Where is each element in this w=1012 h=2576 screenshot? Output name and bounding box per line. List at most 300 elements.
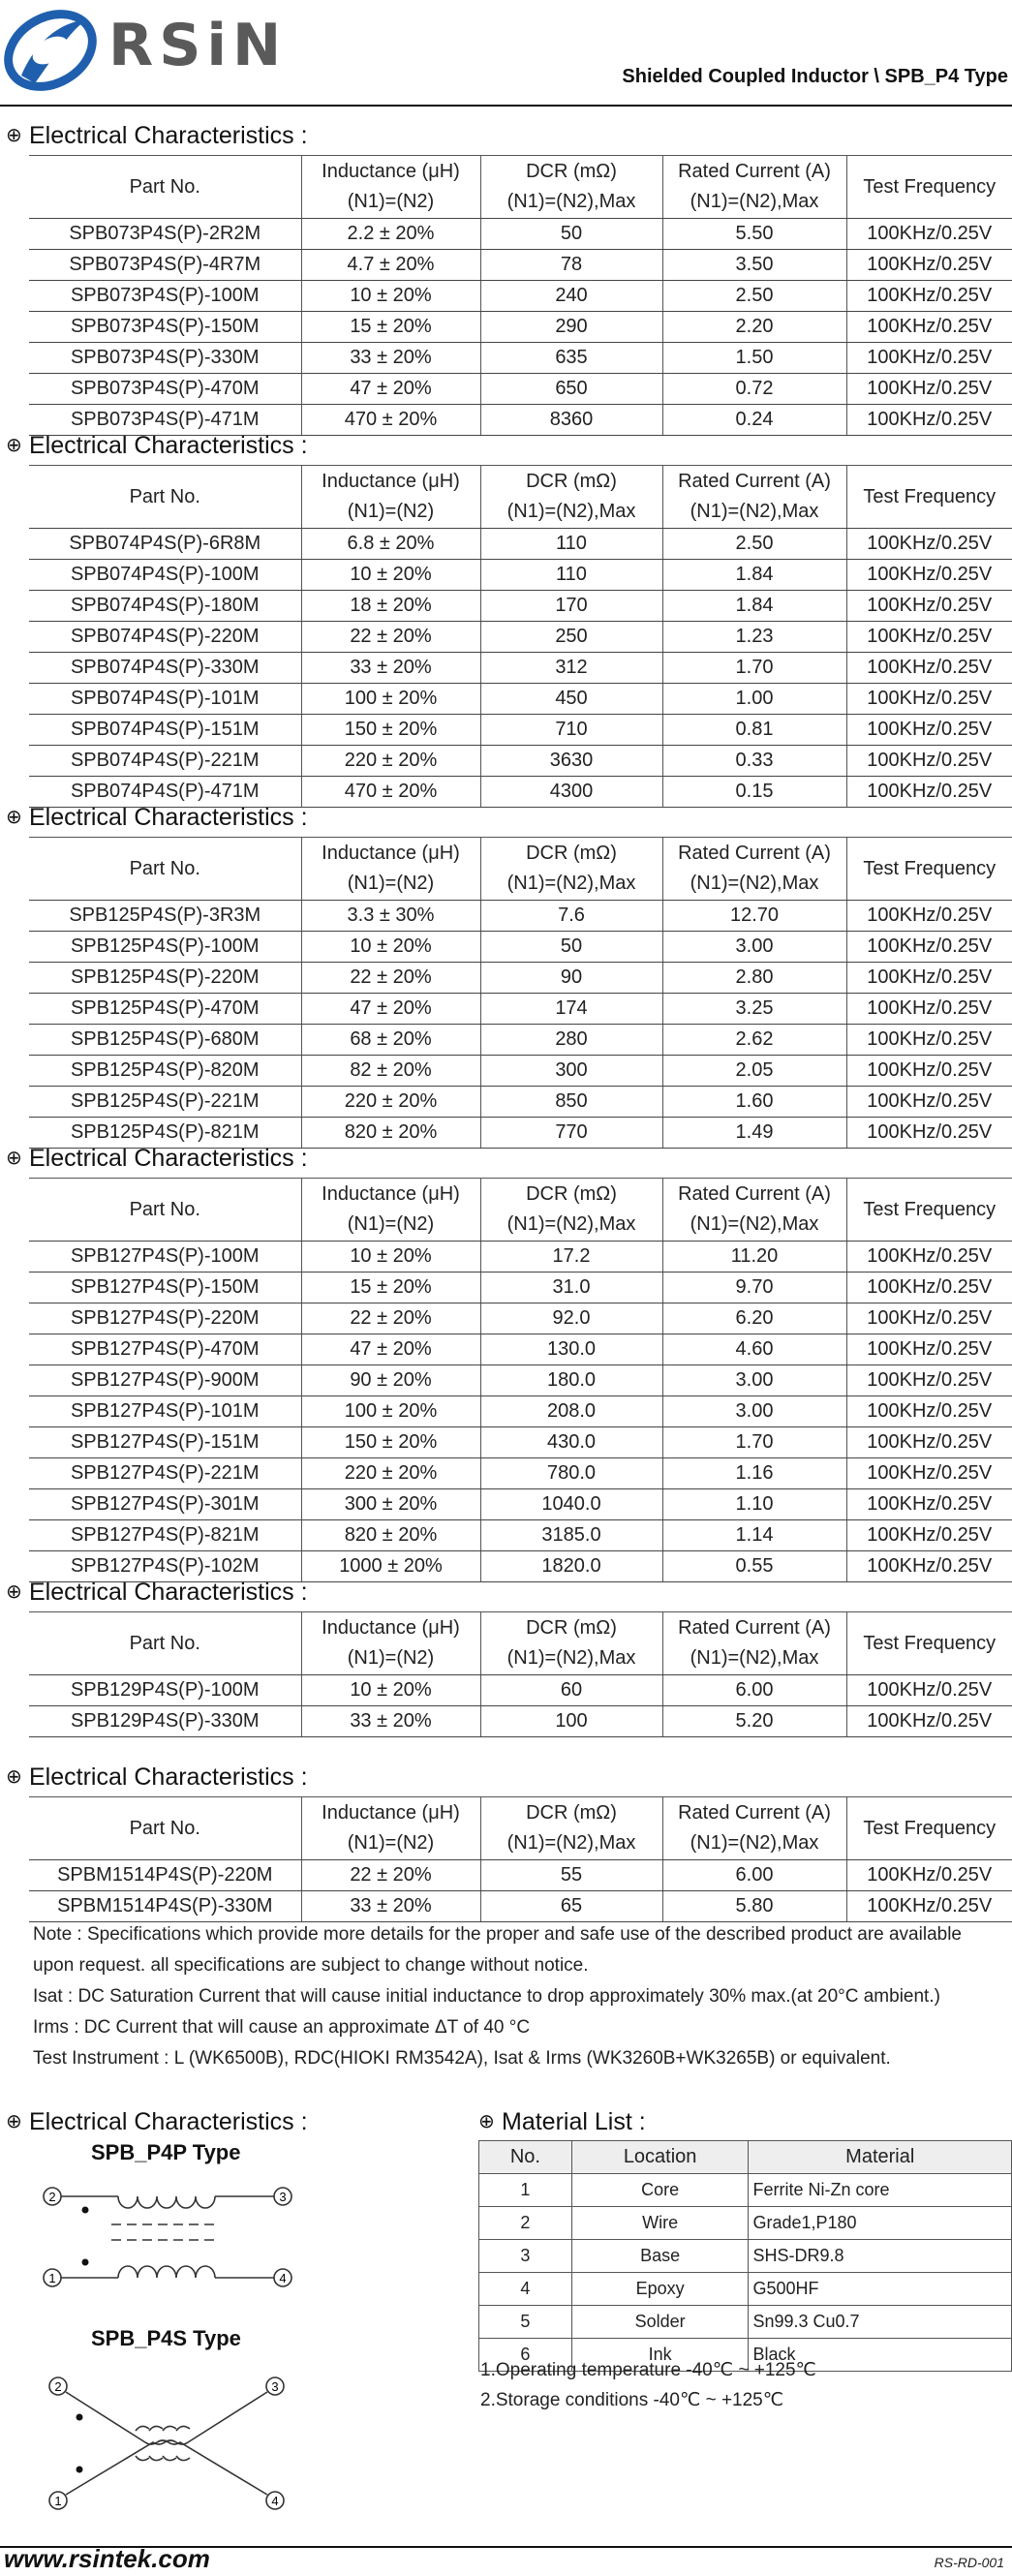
table-cell: 2.80 — [662, 963, 846, 994]
p4s-schematic-diagram — [29, 2363, 320, 2518]
table-cell: SPB125P4S(P)-680M — [29, 1025, 301, 1056]
p4p-type-title: SPB_P4P Type — [91, 2140, 241, 2164]
material-cell: 1 — [479, 2174, 572, 2207]
table-row — [29, 1242, 1012, 1273]
table-cell: 1040.0 — [480, 1489, 662, 1520]
table-cell: SPB074P4S(P)-151M — [29, 715, 301, 746]
table-cell: 100KHz/0.25V — [846, 1891, 1012, 1922]
table-cell: SPB127P4S(P)-151M — [29, 1427, 301, 1458]
column-header-text: Part No. — [129, 485, 200, 507]
table-cell: 650 — [480, 374, 662, 405]
table-cell: 850 — [480, 1087, 662, 1118]
pin-label: 1 — [54, 2494, 62, 2508]
crosshair-icon: ⊕ — [6, 1148, 22, 1169]
table-cell: 7.6 — [480, 901, 662, 932]
table-cell: 220 ± 20% — [301, 1087, 480, 1118]
table-cell: 10 ± 20% — [301, 560, 480, 591]
table-cell: 100 ± 20% — [301, 1396, 480, 1427]
table-cell: SPB127P4S(P)-102M — [29, 1551, 301, 1582]
table-row — [29, 932, 1012, 963]
table-cell: SPB125P4S(P)-100M — [29, 932, 301, 963]
table-cell: 100KHz/0.25V — [846, 219, 1012, 250]
table-row — [29, 901, 1012, 932]
table-cell: 100KHz/0.25V — [846, 1303, 1012, 1334]
column-header-text: (N1)=(N2),Max — [690, 501, 819, 522]
material-cell: 3 — [479, 2240, 572, 2273]
table-cell: 0.55 — [662, 1551, 846, 1582]
electrical-characteristics-table — [29, 1611, 1012, 1737]
column-header-text: Test Frequency — [863, 1817, 997, 1839]
table-cell: 4.60 — [662, 1334, 846, 1365]
table-cell: 220 ± 20% — [301, 1458, 480, 1489]
table-cell: SPB074P4S(P)-471M — [29, 777, 301, 808]
column-header-text: Rated Current (A) — [678, 1617, 831, 1639]
note-line: upon request. all specifications are subject to change without notice. — [33, 1955, 589, 1976]
material-row — [479, 2240, 1012, 2273]
column-header-text: (N1)=(N2),Max — [690, 191, 819, 212]
table-row — [29, 777, 1012, 808]
column-header-text: (N1)=(N2) — [347, 873, 435, 894]
table-cell: 100KHz/0.25V — [846, 1427, 1012, 1458]
column-header-text: (N1)=(N2),Max — [506, 873, 636, 894]
table-cell: 100KHz/0.25V — [846, 715, 1012, 746]
table-header-row — [29, 1797, 1012, 1860]
material-cell: Base — [571, 2240, 749, 2273]
p4s-type-title: SPB_P4S Type — [91, 2326, 241, 2350]
table-cell: 1820.0 — [480, 1551, 662, 1582]
column-header — [846, 466, 1012, 529]
column-header: Location — [571, 2141, 749, 2174]
table-cell: 100KHz/0.25V — [846, 560, 1012, 591]
table-cell: 3.50 — [662, 250, 846, 281]
column-header — [29, 1797, 301, 1860]
table-cell: 100KHz/0.25V — [846, 312, 1012, 343]
table-cell: 100KHz/0.25V — [846, 1242, 1012, 1273]
table-cell: 710 — [480, 715, 662, 746]
table-cell: 18 ± 20% — [301, 591, 480, 622]
table-cell: 100KHz/0.25V — [846, 529, 1012, 560]
table-cell: 22 ± 20% — [301, 1303, 480, 1334]
table-cell: 100KHz/0.25V — [846, 1706, 1012, 1737]
table-cell: 6.00 — [662, 1860, 846, 1891]
electrical-section-title — [6, 1579, 308, 1607]
table-cell: 100KHz/0.25V — [846, 653, 1012, 684]
table-row — [29, 1118, 1012, 1149]
table-cell: 3.00 — [662, 1396, 846, 1427]
table-cell: 0.24 — [662, 405, 846, 436]
column-header — [29, 1612, 301, 1675]
column-header: Material — [749, 2141, 1012, 2174]
material-header-row — [479, 2141, 1012, 2174]
section-title-text: Electrical Characteristics : — [29, 432, 308, 459]
table-cell: 65 — [480, 1891, 662, 1922]
column-header-text: Inductance (μH) — [322, 161, 460, 182]
table-row — [29, 343, 1012, 374]
pin-label: 3 — [271, 2379, 279, 2394]
table-cell: 4.7 ± 20% — [301, 250, 480, 281]
material-cell: Ferrite Ni-Zn core — [749, 2174, 1012, 2207]
material-cell: Sn99.3 Cu0.7 — [749, 2306, 1012, 2339]
column-header — [662, 1179, 846, 1242]
table-row — [29, 963, 1012, 994]
table-cell: 1.23 — [662, 622, 846, 653]
column-header-text: Part No. — [129, 1817, 200, 1839]
column-header-text: Rated Current (A) — [678, 161, 831, 182]
column-header — [846, 1797, 1012, 1860]
column-header-text: Part No. — [129, 1198, 200, 1220]
table-cell: 1.16 — [662, 1458, 846, 1489]
table-cell: 250 — [480, 622, 662, 653]
electrical-section-title — [6, 1763, 308, 1792]
column-header-text: Rated Current (A) — [678, 1802, 831, 1824]
table-cell: 450 — [480, 684, 662, 715]
column-header-text: DCR (mΩ) — [526, 471, 617, 492]
column-header — [480, 1797, 662, 1860]
table-cell: SPB074P4S(P)-220M — [29, 622, 301, 653]
material-cell: 5 — [479, 2306, 572, 2339]
table-cell: 100KHz/0.25V — [846, 1056, 1012, 1087]
table-row — [29, 1860, 1012, 1891]
table-cell: 820 ± 20% — [301, 1520, 480, 1551]
electrical-characteristics-table — [29, 1178, 1012, 1582]
column-header-text: (N1)=(N2) — [347, 501, 435, 522]
column-header-text: (N1)=(N2),Max — [690, 873, 819, 894]
table-header-row — [29, 1179, 1012, 1242]
crosshair-icon: ⊕ — [478, 2111, 495, 2132]
table-cell: 100KHz/0.25V — [846, 1334, 1012, 1365]
table-cell: 15 ± 20% — [301, 1273, 480, 1303]
document-number: RS-RD-001 — [934, 2555, 1004, 2570]
material-cell: G500HF — [749, 2273, 1012, 2306]
table-cell: 1.60 — [662, 1087, 846, 1118]
material-row — [479, 2273, 1012, 2306]
column-header — [846, 838, 1012, 901]
table-cell: 60 — [480, 1675, 662, 1706]
table-cell: 15 ± 20% — [301, 312, 480, 343]
table-cell: 50 — [480, 932, 662, 963]
table-cell: 12.70 — [662, 901, 846, 932]
electrical-characteristics-table — [29, 1796, 1012, 1922]
column-header-text: (N1)=(N2) — [347, 1213, 435, 1235]
column-header-text: Test Frequency — [863, 485, 997, 507]
column-header — [846, 1179, 1012, 1242]
table-cell: SPB073P4S(P)-100M — [29, 281, 301, 312]
rsin-logo-icon — [2, 2, 99, 99]
column-header-text: (N1)=(N2),Max — [506, 1647, 636, 1669]
logo-text: RSiN — [108, 12, 288, 79]
document-title: Shielded Coupled Inductor \ SPB_P4 Type — [622, 66, 1008, 87]
table-row — [29, 1334, 1012, 1365]
table-cell: 770 — [480, 1118, 662, 1149]
table-cell: 22 ± 20% — [301, 622, 480, 653]
column-header — [29, 838, 301, 901]
table-cell: SPB127P4S(P)-470M — [29, 1334, 301, 1365]
table-cell: 3.3 ± 30% — [301, 901, 480, 932]
column-header-text: Test Frequency — [863, 1198, 997, 1220]
website-link[interactable]: www.rsintek.com — [4, 2544, 210, 2573]
table-cell: 100KHz/0.25V — [846, 1520, 1012, 1551]
section-title-text: Electrical Characteristics : — [29, 122, 308, 149]
column-header-text: Inductance (μH) — [322, 1183, 460, 1205]
column-header — [480, 156, 662, 219]
material-cell: SHS-DR9.8 — [749, 2240, 1012, 2273]
table-cell: 150 ± 20% — [301, 715, 480, 746]
column-header-text: Inductance (μH) — [322, 1802, 460, 1824]
material-cell: Core — [571, 2174, 749, 2207]
material-section-title — [478, 2108, 646, 2136]
column-header — [301, 1179, 480, 1242]
table-cell: 100KHz/0.25V — [846, 1025, 1012, 1056]
table-header-row — [29, 156, 1012, 219]
table-cell: SPB125P4S(P)-821M — [29, 1118, 301, 1149]
table-cell: SPB125P4S(P)-3R3M — [29, 901, 301, 932]
pin-label: 1 — [48, 2271, 56, 2285]
column-header — [480, 1612, 662, 1675]
table-cell: 10 ± 20% — [301, 281, 480, 312]
table-cell: SPB074P4S(P)-6R8M — [29, 529, 301, 560]
table-cell: 22 ± 20% — [301, 1860, 480, 1891]
table-cell: 6.00 — [662, 1675, 846, 1706]
table-cell: 110 — [480, 529, 662, 560]
table-cell: 47 ± 20% — [301, 374, 480, 405]
column-header — [301, 1612, 480, 1675]
table-cell: 470 ± 20% — [301, 405, 480, 436]
table-row — [29, 622, 1012, 653]
column-header-text: Part No. — [129, 1632, 200, 1654]
column-header-text: DCR (mΩ) — [526, 1183, 617, 1205]
table-cell: 100KHz/0.25V — [846, 901, 1012, 932]
table-cell: 100KHz/0.25V — [846, 932, 1012, 963]
table-cell: 100KHz/0.25V — [846, 405, 1012, 436]
table-row — [29, 219, 1012, 250]
column-header-text: Rated Current (A) — [678, 471, 831, 492]
table-cell: 290 — [480, 312, 662, 343]
table-cell: 3185.0 — [480, 1520, 662, 1551]
column-header-text: (N1)=(N2) — [347, 1832, 435, 1854]
material-cell: 2 — [479, 2207, 572, 2240]
operating-temperature: 1.Operating temperature -40℃ ~ +125℃ — [480, 2360, 816, 2380]
table-cell: SPB129P4S(P)-100M — [29, 1675, 301, 1706]
table-cell: 100KHz/0.25V — [846, 1675, 1012, 1706]
table-cell: 100KHz/0.25V — [846, 1860, 1012, 1891]
table-cell: 2.50 — [662, 529, 846, 560]
material-cell: 6 — [479, 2339, 572, 2372]
header-divider — [0, 105, 1012, 107]
table-cell: 470 ± 20% — [301, 777, 480, 808]
column-header-text: (N1)=(N2),Max — [506, 501, 636, 522]
table-row — [29, 1675, 1012, 1706]
material-cell: 4 — [479, 2273, 572, 2306]
table-cell: 6.20 — [662, 1303, 846, 1334]
table-cell: 100KHz/0.25V — [846, 963, 1012, 994]
table-row — [29, 1056, 1012, 1087]
table-cell: SPB125P4S(P)-221M — [29, 1087, 301, 1118]
table-cell: 2.62 — [662, 1025, 846, 1056]
table-cell: 100KHz/0.25V — [846, 591, 1012, 622]
table-cell: 8360 — [480, 405, 662, 436]
table-row — [29, 1489, 1012, 1520]
table-cell: SPBM1514P4S(P)-220M — [29, 1860, 301, 1891]
p4p-schematic-diagram — [29, 2169, 320, 2324]
table-cell: SPB127P4S(P)-821M — [29, 1520, 301, 1551]
table-cell: SPB073P4S(P)-330M — [29, 343, 301, 374]
table-row — [29, 1458, 1012, 1489]
table-cell: 22 ± 20% — [301, 963, 480, 994]
table-cell: SPB073P4S(P)-150M — [29, 312, 301, 343]
table-cell: 33 ± 20% — [301, 653, 480, 684]
pin-label: 4 — [271, 2494, 279, 2508]
column-header — [662, 156, 846, 219]
table-row — [29, 1891, 1012, 1922]
table-cell: 208.0 — [480, 1396, 662, 1427]
table-cell: 0.81 — [662, 715, 846, 746]
table-row — [29, 1087, 1012, 1118]
material-cell: Grade1,P180 — [749, 2207, 1012, 2240]
crosshair-icon: ⊕ — [6, 2111, 22, 2132]
pin-label: 2 — [48, 2190, 56, 2204]
table-cell: 6.8 ± 20% — [301, 529, 480, 560]
table-cell: 2.20 — [662, 312, 846, 343]
column-header — [29, 466, 301, 529]
material-cell: Ink — [571, 2339, 749, 2372]
pin-label: 2 — [54, 2379, 62, 2394]
column-header-text: (N1)=(N2),Max — [690, 1213, 819, 1235]
table-row — [29, 281, 1012, 312]
table-cell: 0.33 — [662, 746, 846, 777]
table-cell: 0.72 — [662, 374, 846, 405]
table-cell: 2.05 — [662, 1056, 846, 1087]
table-cell: 220 ± 20% — [301, 746, 480, 777]
column-header — [480, 466, 662, 529]
table-cell: 31.0 — [480, 1273, 662, 1303]
electrical-section-title — [6, 804, 308, 832]
table-cell: 100KHz/0.25V — [846, 374, 1012, 405]
table-cell: 100KHz/0.25V — [846, 1118, 1012, 1149]
table-row — [29, 715, 1012, 746]
electrical-section-title — [6, 432, 308, 460]
column-header — [662, 838, 846, 901]
table-cell: 2.2 ± 20% — [301, 219, 480, 250]
electrical-section-title — [6, 122, 308, 150]
table-cell: 55 — [480, 1860, 662, 1891]
table-cell: 240 — [480, 281, 662, 312]
table-cell: 100KHz/0.25V — [846, 1396, 1012, 1427]
table-row — [29, 374, 1012, 405]
table-cell: 33 ± 20% — [301, 1706, 480, 1737]
table-cell: 17.2 — [480, 1242, 662, 1273]
table-cell: 9.70 — [662, 1273, 846, 1303]
table-cell: 2.50 — [662, 281, 846, 312]
table-row — [29, 1396, 1012, 1427]
column-header — [662, 1797, 846, 1860]
table-cell: 100 ± 20% — [301, 684, 480, 715]
table-cell: SPB127P4S(P)-150M — [29, 1273, 301, 1303]
pin-label: 3 — [279, 2190, 287, 2204]
table-cell: 10 ± 20% — [301, 932, 480, 963]
table-cell: 100KHz/0.25V — [846, 746, 1012, 777]
pin-label: 4 — [279, 2271, 287, 2285]
column-header — [846, 156, 1012, 219]
column-header-text: Part No. — [129, 175, 200, 198]
note-line: Isat : DC Saturation Current that will cause initial inductance to drop approximately 30% max.(at 20°C ambient.) — [33, 1986, 940, 2007]
column-header-text: (N1)=(N2),Max — [690, 1832, 819, 1854]
material-body — [479, 2174, 1012, 2372]
electrical-characteristics-table — [29, 155, 1012, 436]
column-header — [29, 1179, 301, 1242]
table-cell: 100KHz/0.25V — [846, 1551, 1012, 1582]
table-cell: 170 — [480, 591, 662, 622]
table-cell: 130.0 — [480, 1334, 662, 1365]
material-row — [479, 2306, 1012, 2339]
table-cell: SPB129P4S(P)-330M — [29, 1706, 301, 1737]
crosshair-icon: ⊕ — [6, 435, 22, 456]
table-cell: 68 ± 20% — [301, 1025, 480, 1056]
note-line: Irms : DC Current that will cause an approximate ΔT of 40 °C — [33, 2017, 531, 2038]
material-cell: Epoxy — [571, 2273, 749, 2306]
table-cell: 10 ± 20% — [301, 1242, 480, 1273]
column-header — [301, 838, 480, 901]
table-cell: 10 ± 20% — [301, 1675, 480, 1706]
table-cell: SPB127P4S(P)-220M — [29, 1303, 301, 1334]
table-cell: 100KHz/0.25V — [846, 684, 1012, 715]
table-cell: SPB073P4S(P)-470M — [29, 374, 301, 405]
column-header-text: DCR (mΩ) — [526, 843, 617, 864]
column-header — [846, 1612, 1012, 1675]
table-cell: 47 ± 20% — [301, 994, 480, 1025]
column-header-text: Inductance (μH) — [322, 471, 460, 492]
table-cell: 33 ± 20% — [301, 1891, 480, 1922]
table-cell: SPB127P4S(P)-221M — [29, 1458, 301, 1489]
table-cell: 100KHz/0.25V — [846, 281, 1012, 312]
table-cell: 3630 — [480, 746, 662, 777]
table-cell: SPB074P4S(P)-101M — [29, 684, 301, 715]
column-header-text: Test Frequency — [863, 1632, 997, 1654]
column-header-text: Part No. — [129, 857, 200, 879]
table-cell: 100KHz/0.25V — [846, 777, 1012, 808]
table-cell: 1.49 — [662, 1118, 846, 1149]
table-cell: 1.84 — [662, 591, 846, 622]
table-cell: 1.50 — [662, 343, 846, 374]
table-row — [29, 250, 1012, 281]
table-cell: 1.14 — [662, 1520, 846, 1551]
column-header — [301, 156, 480, 219]
table-cell: 5.80 — [662, 1891, 846, 1922]
table-row — [29, 994, 1012, 1025]
material-title-text: Material List : — [502, 2108, 646, 2135]
table-header-row — [29, 838, 1012, 901]
table-cell: 5.20 — [662, 1706, 846, 1737]
notes-block — [33, 1919, 962, 2074]
table-cell: SPB127P4S(P)-900M — [29, 1365, 301, 1396]
column-header-text: (N1)=(N2),Max — [506, 1213, 636, 1235]
table-cell: SPB073P4S(P)-2R2M — [29, 219, 301, 250]
table-cell: 3.00 — [662, 932, 846, 963]
table-cell: 0.15 — [662, 777, 846, 808]
material-cell: Wire — [571, 2207, 749, 2240]
table-cell: 312 — [480, 653, 662, 684]
table-cell: 92.0 — [480, 1303, 662, 1334]
table-cell: 47 ± 20% — [301, 1334, 480, 1365]
table-cell: 100KHz/0.25V — [846, 622, 1012, 653]
table-cell: 100KHz/0.25V — [846, 1365, 1012, 1396]
table-cell: 90 ± 20% — [301, 1365, 480, 1396]
electrical-section-title — [6, 1145, 308, 1173]
note-line: Test Instrument : L (WK6500B), RDC(HIOKI RM3542A), Isat & Irms (WK3260B+WK3265B) or equivalent. — [33, 2048, 891, 2069]
table-row — [29, 560, 1012, 591]
table-cell: 180.0 — [480, 1365, 662, 1396]
column-header-text: (N1)=(N2),Max — [506, 191, 636, 212]
table-cell: SPB125P4S(P)-820M — [29, 1056, 301, 1087]
